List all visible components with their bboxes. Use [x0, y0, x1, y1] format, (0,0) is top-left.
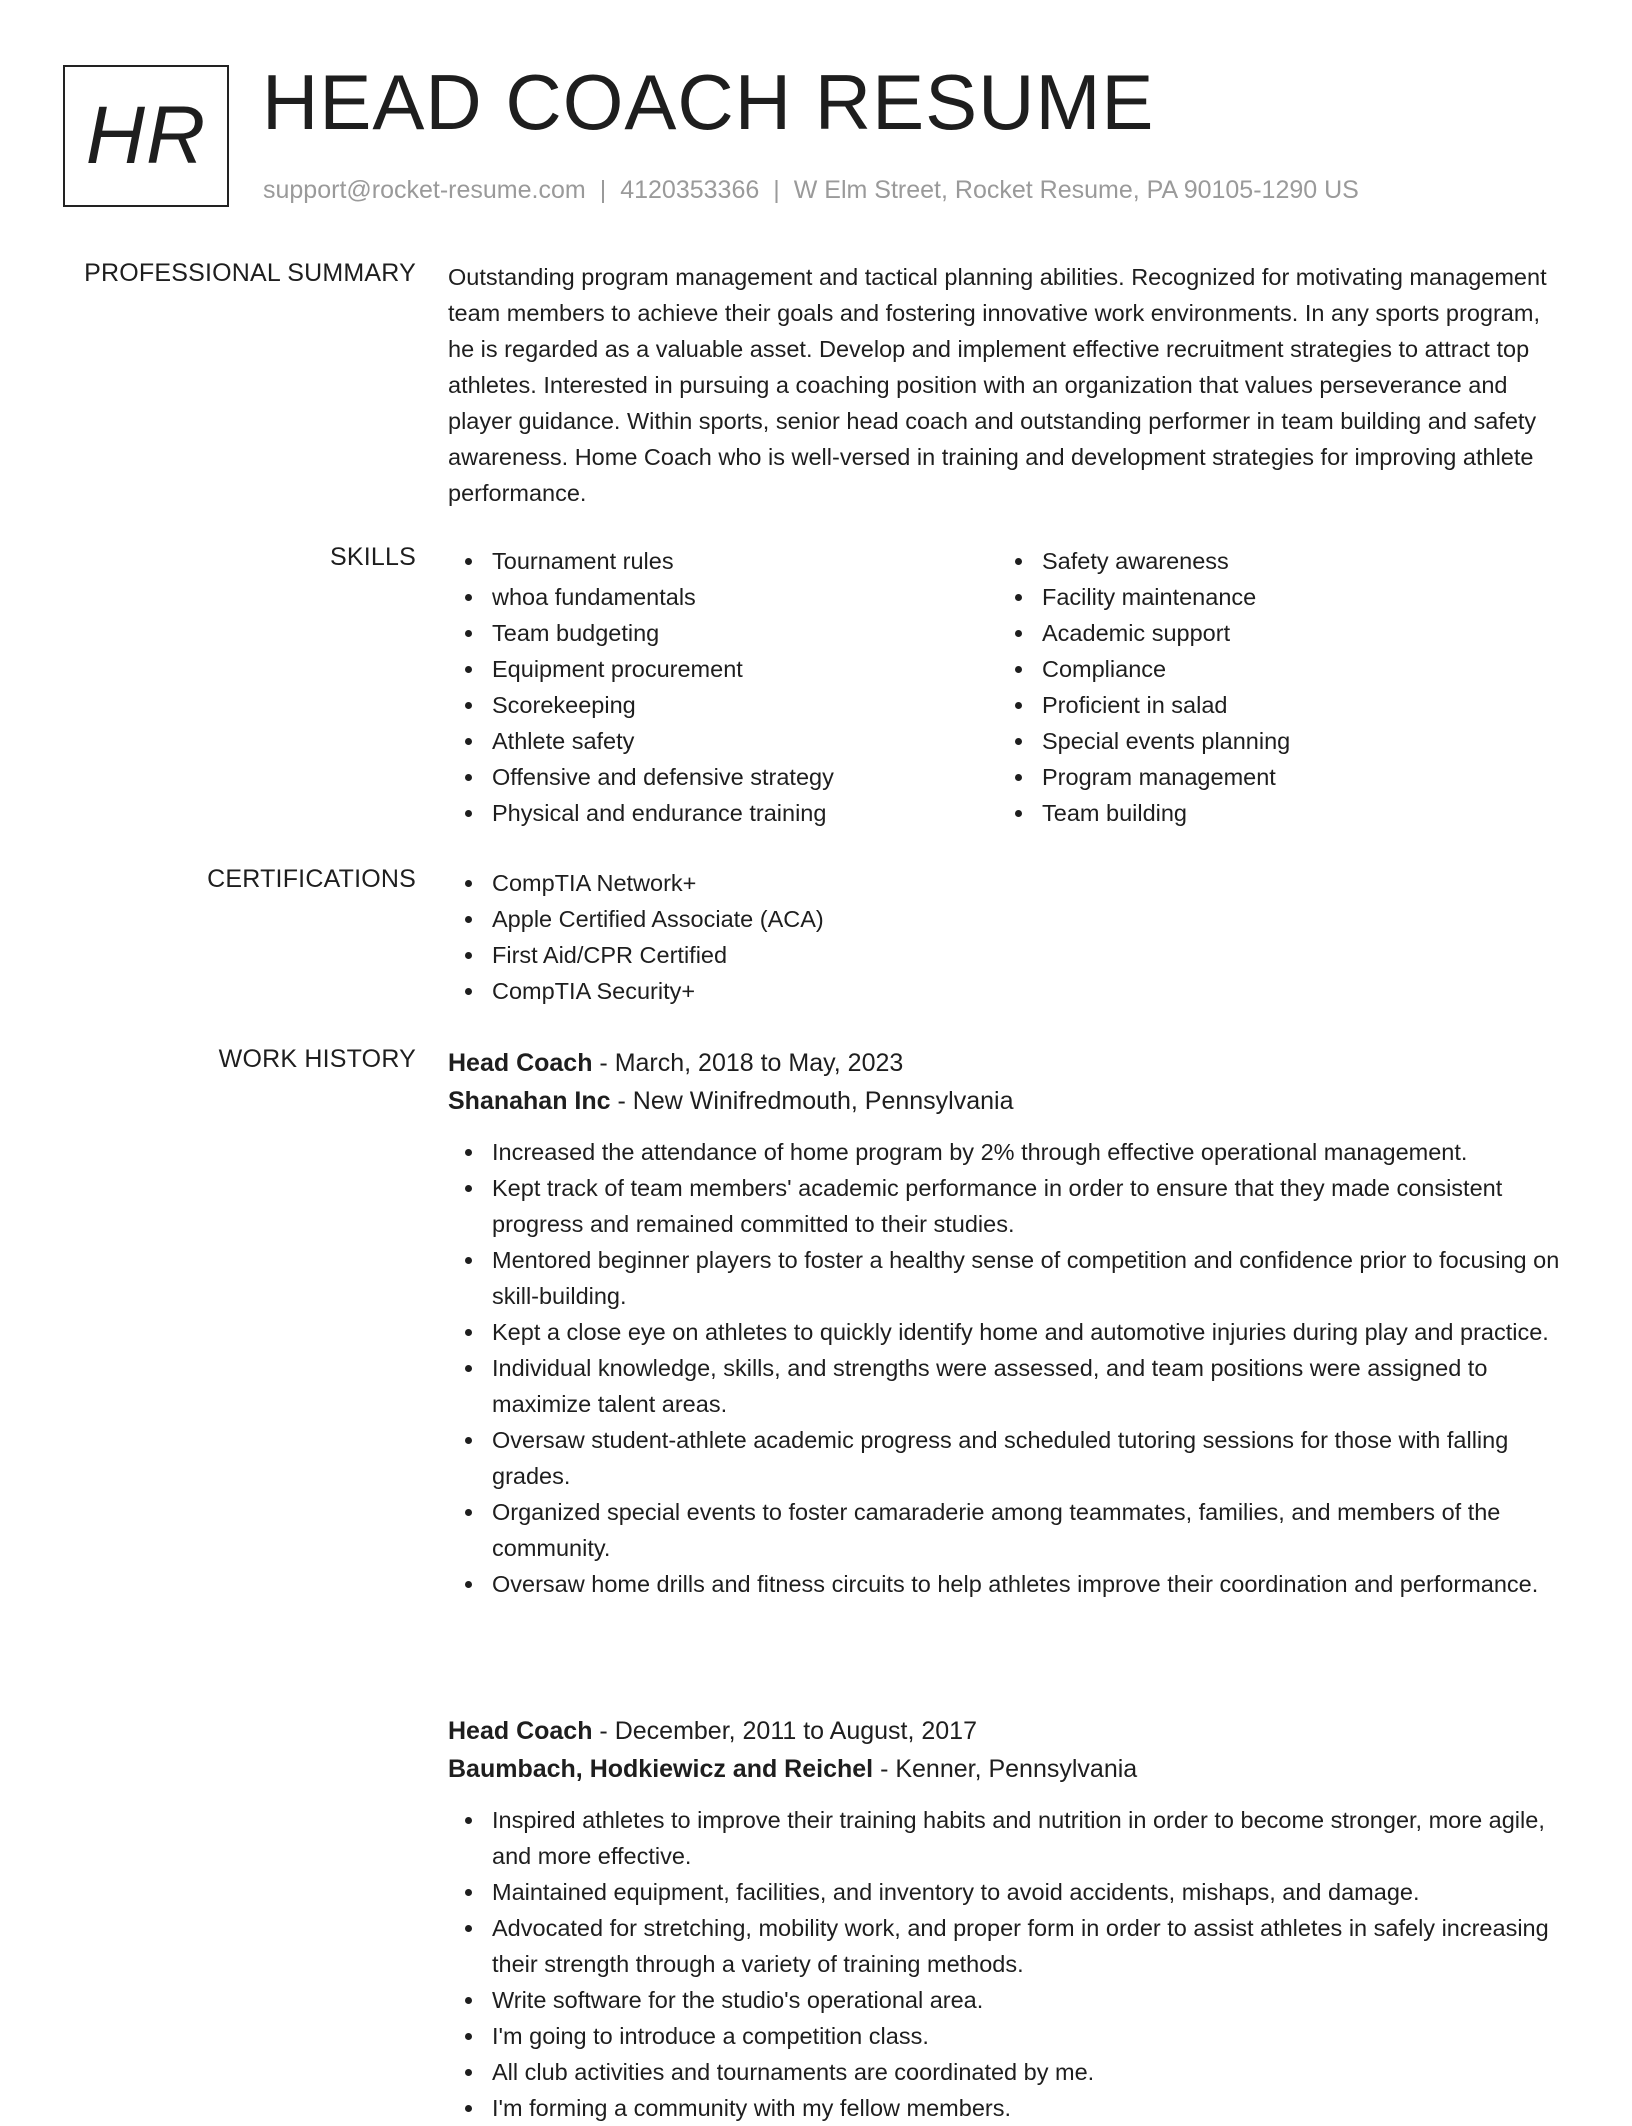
job-dates: - December, 2011 to August, 2017	[592, 1717, 977, 1745]
job-title-line	[448, 1044, 1568, 1082]
skill-item: Scorekeeping	[492, 687, 1012, 723]
skill-item: Team building	[1042, 795, 1562, 831]
contact-email: support@rocket-resume.com	[263, 176, 586, 204]
contact-address: W Elm Street, Rocket Resume, PA 90105-1290 US	[793, 176, 1359, 204]
job-entry	[448, 1044, 1568, 1602]
job-bullet: Kept track of team members' academic performance in order to ensure that they made consistent progress and remained committed to their studies.	[492, 1170, 1568, 1242]
job-location: - Kenner, Pennsylvania	[873, 1755, 1138, 1783]
skill-item: Compliance	[1042, 651, 1562, 687]
certification-item: First Aid/CPR Certified	[492, 937, 1192, 973]
skill-item: Athlete safety	[492, 723, 1012, 759]
monogram-logo: HR	[63, 65, 229, 207]
skill-item: Tournament rules	[492, 543, 1012, 579]
job-bullets	[448, 1134, 1568, 1602]
job-bullet: Advocated for stretching, mobility work, and proper form in order to assist athletes in safely increasing their strength through a variety of training methods.	[492, 1910, 1568, 1982]
skill-item: Equipment procurement	[492, 651, 1012, 687]
job-bullet: Individual knowledge, skills, and strengths were assessed, and team positions were assigned to maximize talent areas.	[492, 1350, 1568, 1422]
job-bullet: Oversaw student-athlete academic progress and scheduled tutoring sessions for those with falling grades.	[492, 1422, 1568, 1494]
job-bullet: Kept a close eye on athletes to quickly identify home and automotive injuries during play and practice.	[492, 1314, 1568, 1350]
job-bullet: Organized special events to foster camaraderie among teammates, families, and members of the community.	[492, 1494, 1568, 1566]
resume-title: HEAD COACH RESUME	[262, 58, 1155, 146]
job-bullet: Increased the attendance of home program by 2% through effective operational management.	[492, 1134, 1568, 1170]
job-bullet: Inspired athletes to improve their training habits and nutrition in order to become stronger, more agile, and more effective.	[492, 1802, 1568, 1874]
section-label-certifications: CERTIFICATIONS	[207, 865, 416, 893]
job-bullet: Write software for the studio's operational area.	[492, 1982, 1568, 2018]
section-label-work-history: WORK HISTORY	[218, 1045, 416, 1073]
skill-item: Physical and endurance training	[492, 795, 1012, 831]
skill-item: Offensive and defensive strategy	[492, 759, 1012, 795]
certifications-list	[448, 865, 1192, 1009]
skill-item: Special events planning	[1042, 723, 1562, 759]
job-title: Head Coach	[448, 1717, 593, 1745]
skills-list-right	[998, 543, 1562, 831]
job-bullet: I'm forming a community with my fellow members.	[492, 2090, 1568, 2126]
job-company-line	[448, 1082, 1568, 1120]
contact-phone: 4120353366	[620, 176, 760, 204]
job-company: Shanahan Inc	[448, 1087, 611, 1115]
certification-item: Apple Certified Associate (ACA)	[492, 901, 1192, 937]
section-label-skills: SKILLS	[330, 543, 416, 571]
skills-list-left	[448, 543, 1012, 831]
skill-item: Facility maintenance	[1042, 579, 1562, 615]
skill-item: whoa fundamentals	[492, 579, 1012, 615]
job-bullets	[448, 1802, 1568, 2126]
job-location: - New Winifredmouth, Pennsylvania	[610, 1087, 1014, 1115]
contact-separator: |	[599, 176, 607, 204]
job-bullet: Maintained equipment, facilities, and inventory to avoid accidents, mishaps, and damage.	[492, 1874, 1568, 1910]
skill-item: Safety awareness	[1042, 543, 1562, 579]
contact-separator: |	[773, 176, 780, 204]
job-company: Baumbach, Hodkiewicz and Reichel	[448, 1755, 874, 1783]
job-bullet: Oversaw home drills and fitness circuits to help athletes improve their coordination and performance.	[492, 1566, 1568, 1602]
certification-item: CompTIA Network+	[492, 865, 1192, 901]
certification-item: CompTIA Security+	[492, 973, 1192, 1009]
section-label-summary: PROFESSIONAL SUMMARY	[84, 259, 416, 287]
skill-item: Academic support	[1042, 615, 1562, 651]
skill-item: Team budgeting	[492, 615, 1012, 651]
contact-line	[263, 176, 1359, 205]
job-bullet: I'm going to introduce a competition class.	[492, 2018, 1568, 2054]
job-title-line	[448, 1712, 1568, 1750]
skill-item: Program management	[1042, 759, 1562, 795]
job-dates: - March, 2018 to May, 2023	[592, 1049, 904, 1077]
job-title: Head Coach	[448, 1049, 593, 1077]
skill-item: Proficient in salad	[1042, 687, 1562, 723]
job-bullet: All club activities and tournaments are coordinated by me.	[492, 2054, 1568, 2090]
job-entry	[448, 1712, 1568, 2126]
job-company-line	[448, 1750, 1568, 1788]
job-bullet: Mentored beginner players to foster a healthy sense of competition and confidence prior to focusing on skill-building.	[492, 1242, 1568, 1314]
summary-text: Outstanding program management and tactical planning abilities. Recognized for motivating management team members to achieve their goals and fostering innovative work environments. In any sports program, he is regarded as a valuable asset. Develop and implement effective recruitment strategies to attract top athletes. Interested in pursuing a coaching position with an organization that values perseverance and player guidance. Within sports, senior head coach and outstanding performer in team building and safety awareness. Home Coach who is well-versed in training and development strategies for improving athlete performance.	[448, 264, 1547, 506]
